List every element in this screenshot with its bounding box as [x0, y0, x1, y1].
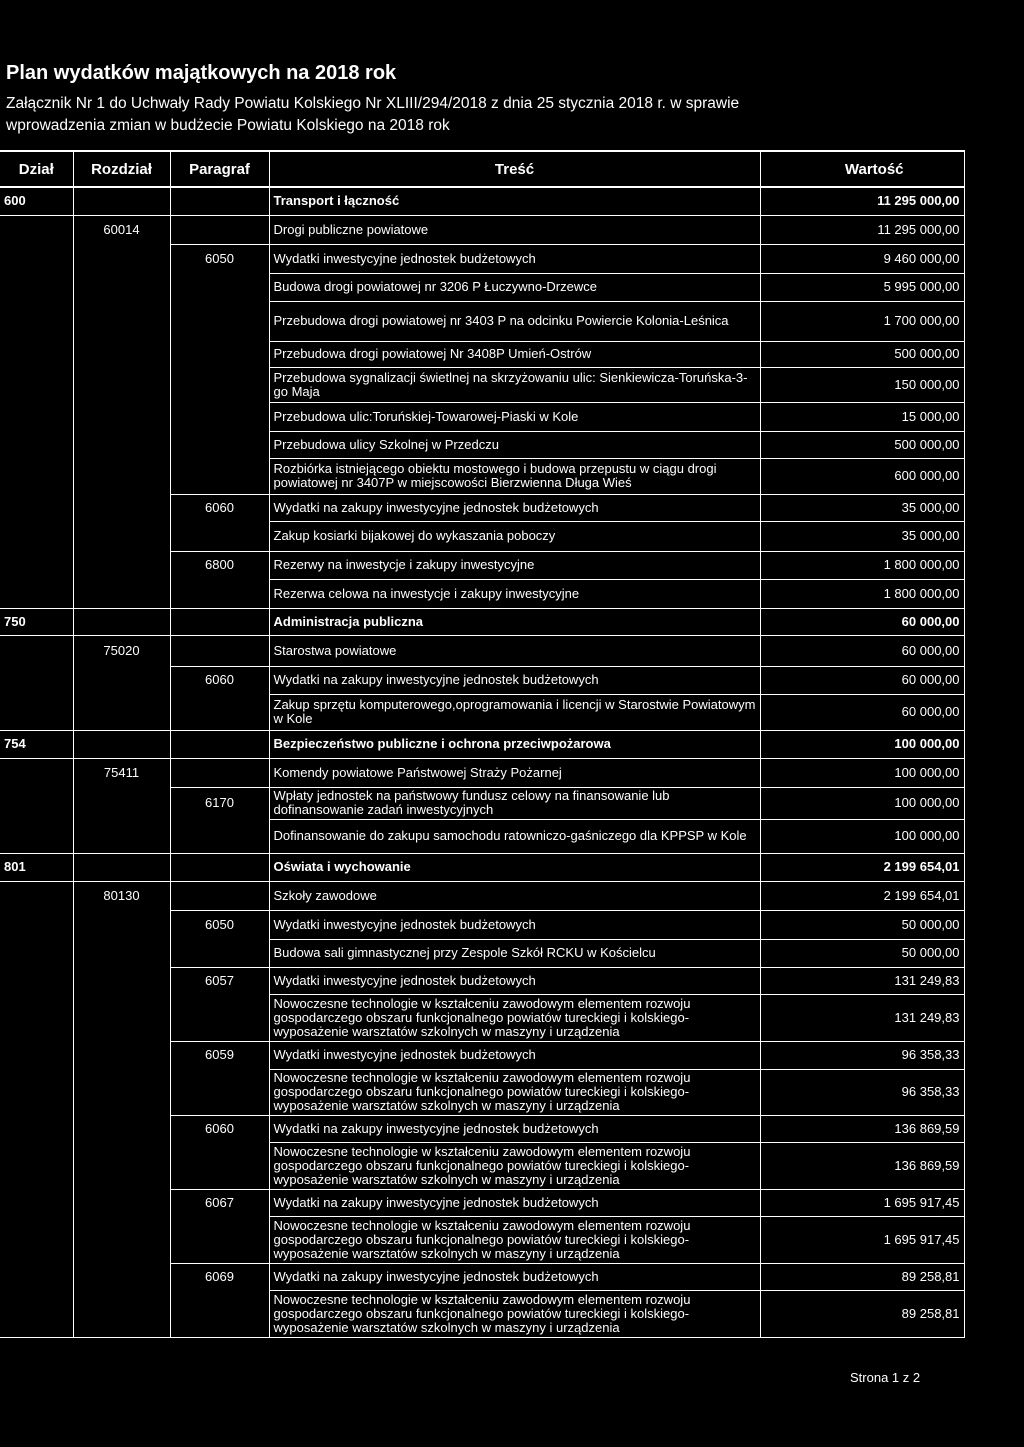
cell-rozdzial — [73, 1041, 170, 1069]
cell-tresc: Zakup sprzętu komputerowego,oprogramowania i licencji w Starostwie Powiatowym w Kole — [269, 694, 760, 730]
cell-rozdzial — [73, 939, 170, 967]
cell-dzial — [0, 521, 73, 551]
cell-paragraf — [170, 402, 269, 431]
cell-paragraf — [170, 1216, 269, 1263]
cell-dzial — [0, 939, 73, 967]
cell-wartosc: 5 995 000,00 — [760, 273, 964, 301]
column-header-rozdzial: Rozdział — [73, 151, 170, 187]
cell-wartosc: 60 000,00 — [760, 635, 964, 666]
subtitle-line-2: wprowadzenia zmian w budżecie Powiatu Kolskiego na 2018 rok — [6, 117, 450, 134]
cell-tresc: Przebudowa ulic:Toruńskiej-Towarowej-Piaski w Kole — [269, 402, 760, 431]
table-row — [0, 215, 964, 244]
cell-tresc: Administracja publiczna — [269, 608, 760, 635]
cell-rozdzial — [73, 273, 170, 301]
cell-tresc: Przebudowa drogi powiatowej Nr 3408P Umień-Ostrów — [269, 341, 760, 367]
cell-rozdzial — [73, 1069, 170, 1115]
cell-rozdzial — [73, 1189, 170, 1216]
table-row — [0, 494, 964, 521]
cell-dzial — [0, 1069, 73, 1115]
cell-wartosc: 89 258,81 — [760, 1290, 964, 1337]
cell-rozdzial — [73, 853, 170, 881]
cell-tresc: Wpłaty jednostek na państwowy fundusz celowy na finansowanie lub dofinansowanie zadań inwestycyjnych — [269, 787, 760, 819]
cell-dzial — [0, 994, 73, 1041]
cell-rozdzial — [73, 730, 170, 758]
table-row — [0, 666, 964, 694]
cell-wartosc: 11 295 000,00 — [760, 187, 964, 215]
cell-tresc: Nowoczesne technologie w kształceniu zawodowym elementem rozwoju gospodarczego obszaru funkcjonalnego powiatów tureckiegi i kolskiego-wyposażenie warsztatów szkolnych w maszyny i urządzenia — [269, 1290, 760, 1337]
cell-dzial — [0, 1115, 73, 1142]
cell-tresc: Nowoczesne technologie w kształceniu zawodowym elementem rozwoju gospodarczego obszaru funkcjonalnego powiatów tureckiegi i kolskiego-wyposażenie warsztatów szkolnych w maszyny i urządzenia — [269, 994, 760, 1041]
cell-dzial — [0, 458, 73, 494]
cell-dzial — [0, 244, 73, 273]
cell-tresc: Zakup kosiarki bijakowej do wykaszania poboczy — [269, 521, 760, 551]
cell-paragraf — [170, 367, 269, 402]
table-row — [0, 579, 964, 608]
table-row — [0, 551, 964, 579]
cell-wartosc: 50 000,00 — [760, 910, 964, 939]
table-row — [0, 787, 964, 819]
cell-wartosc: 600 000,00 — [760, 458, 964, 494]
cell-rozdzial — [73, 521, 170, 551]
cell-tresc: Wydatki na zakupy inwestycyjne jednostek budżetowych — [269, 666, 760, 694]
cell-paragraf — [170, 187, 269, 215]
cell-wartosc: 131 249,83 — [760, 967, 964, 994]
table-row — [0, 758, 964, 787]
table-row — [0, 1216, 964, 1263]
cell-tresc: Wydatki na zakupy inwestycyjne jednostek budżetowych — [269, 1189, 760, 1216]
table-row — [0, 367, 964, 402]
cell-tresc: Wydatki inwestycyjne jednostek budżetowych — [269, 1041, 760, 1069]
table-row — [0, 431, 964, 458]
cell-wartosc: 500 000,00 — [760, 431, 964, 458]
cell-tresc: Rezerwy na inwestycje i zakupy inwestycyjne — [269, 551, 760, 579]
cell-tresc: Wydatki inwestycyjne jednostek budżetowych — [269, 910, 760, 939]
cell-paragraf — [170, 994, 269, 1041]
cell-wartosc: 96 358,33 — [760, 1041, 964, 1069]
cell-dzial — [0, 1142, 73, 1189]
cell-dzial — [0, 1216, 73, 1263]
page-title: Plan wydatków majątkowych na 2018 rok — [6, 62, 397, 84]
cell-rozdzial — [73, 551, 170, 579]
cell-tresc: Oświata i wychowanie — [269, 853, 760, 881]
cell-paragraf: 6060 — [170, 666, 269, 694]
table-row — [0, 635, 964, 666]
cell-paragraf: 6059 — [170, 1041, 269, 1069]
cell-tresc: Transport i łączność — [269, 187, 760, 215]
cell-rozdzial — [73, 1142, 170, 1189]
cell-rozdzial — [73, 967, 170, 994]
cell-paragraf — [170, 939, 269, 967]
cell-rozdzial — [73, 244, 170, 273]
cell-dzial — [0, 341, 73, 367]
table-row — [0, 402, 964, 431]
column-header-wartosc: Wartość — [760, 151, 964, 187]
cell-wartosc: 15 000,00 — [760, 402, 964, 431]
column-header-dzial: Dział — [0, 151, 73, 187]
cell-tresc: Przebudowa sygnalizacji świetlnej na skrzyżowaniu ulic: Sienkiewicza-Toruńska-3-go Maja — [269, 367, 760, 402]
table-row — [0, 187, 964, 215]
table-row — [0, 1115, 964, 1142]
cell-wartosc: 1 800 000,00 — [760, 579, 964, 608]
cell-paragraf: 6800 — [170, 551, 269, 579]
cell-paragraf — [170, 881, 269, 910]
table-row — [0, 910, 964, 939]
cell-paragraf: 6060 — [170, 494, 269, 521]
subtitle-line-1: Załącznik Nr 1 do Uchwały Rady Powiatu Kolskiego Nr XLIII/294/2018 z dnia 25 stycznia 2018 r. w sprawie — [6, 95, 740, 112]
cell-wartosc: 35 000,00 — [760, 521, 964, 551]
cell-wartosc: 1 700 000,00 — [760, 301, 964, 341]
cell-wartosc: 1 800 000,00 — [760, 551, 964, 579]
cell-tresc: Wydatki na zakupy inwestycyjne jednostek budżetowych — [269, 1115, 760, 1142]
cell-paragraf — [170, 635, 269, 666]
cell-rozdzial — [73, 458, 170, 494]
cell-paragraf: 6050 — [170, 910, 269, 939]
cell-paragraf — [170, 579, 269, 608]
table-row — [0, 608, 964, 635]
cell-rozdzial — [73, 608, 170, 635]
cell-rozdzial — [73, 301, 170, 341]
cell-paragraf — [170, 1142, 269, 1189]
cell-rozdzial — [73, 402, 170, 431]
cell-dzial — [0, 1189, 73, 1216]
column-header-paragraf: Paragraf — [170, 151, 269, 187]
cell-dzial — [0, 215, 73, 244]
cell-tresc: Rezerwa celowa na inwestycje i zakupy inwestycyjne — [269, 579, 760, 608]
cell-dzial: 801 — [0, 853, 73, 881]
cell-dzial: 754 — [0, 730, 73, 758]
table-row — [0, 730, 964, 758]
cell-paragraf — [170, 215, 269, 244]
cell-paragraf — [170, 853, 269, 881]
cell-rozdzial — [73, 341, 170, 367]
cell-rozdzial — [73, 994, 170, 1041]
cell-dzial — [0, 579, 73, 608]
table-body — [0, 187, 964, 1337]
cell-rozdzial — [73, 187, 170, 215]
cell-tresc: Budowa sali gimnastycznej przy Zespole Szkół RCKU w Kościelcu — [269, 939, 760, 967]
cell-rozdzial: 75411 — [73, 758, 170, 787]
cell-dzial — [0, 301, 73, 341]
cell-rozdzial — [73, 910, 170, 939]
table-row — [0, 967, 964, 994]
cell-dzial — [0, 494, 73, 521]
cell-wartosc: 500 000,00 — [760, 341, 964, 367]
cell-tresc: Wydatki inwestycyjne jednostek budżetowych — [269, 244, 760, 273]
cell-wartosc: 2 199 654,01 — [760, 853, 964, 881]
cell-rozdzial — [73, 1263, 170, 1290]
cell-dzial — [0, 910, 73, 939]
cell-paragraf — [170, 694, 269, 730]
cell-paragraf: 6069 — [170, 1263, 269, 1290]
cell-dzial — [0, 402, 73, 431]
cell-paragraf: 6067 — [170, 1189, 269, 1216]
cell-rozdzial — [73, 367, 170, 402]
cell-tresc: Budowa drogi powiatowej nr 3206 P Łuczywno-Drzewce — [269, 273, 760, 301]
cell-wartosc: 50 000,00 — [760, 939, 964, 967]
cell-rozdzial — [73, 666, 170, 694]
cell-wartosc: 2 199 654,01 — [760, 881, 964, 910]
cell-wartosc: 100 000,00 — [760, 730, 964, 758]
cell-tresc: Wydatki na zakupy inwestycyjne jednostek budżetowych — [269, 494, 760, 521]
cell-paragraf — [170, 758, 269, 787]
cell-dzial — [0, 1041, 73, 1069]
table-row — [0, 939, 964, 967]
cell-rozdzial — [73, 431, 170, 458]
cell-dzial — [0, 1290, 73, 1337]
cell-rozdzial — [73, 787, 170, 819]
table-row — [0, 301, 964, 341]
table-row — [0, 1189, 964, 1216]
cell-paragraf — [170, 301, 269, 341]
cell-paragraf — [170, 458, 269, 494]
table-row — [0, 458, 964, 494]
cell-tresc: Nowoczesne technologie w kształceniu zawodowym elementem rozwoju gospodarczego obszaru funkcjonalnego powiatów tureckiegi i kolskiego-wyposażenie warsztatów szkolnych w maszyny i urządzenia — [269, 1142, 760, 1189]
cell-paragraf — [170, 730, 269, 758]
table-row — [0, 1142, 964, 1189]
table-row — [0, 341, 964, 367]
cell-paragraf: 6060 — [170, 1115, 269, 1142]
cell-tresc: Dofinansowanie do zakupu samochodu ratowniczo-gaśniczego dla KPPSP w Kole — [269, 819, 760, 853]
table-row — [0, 1290, 964, 1337]
cell-paragraf — [170, 608, 269, 635]
cell-paragraf: 6057 — [170, 967, 269, 994]
cell-wartosc: 89 258,81 — [760, 1263, 964, 1290]
cell-paragraf — [170, 819, 269, 853]
table-row — [0, 853, 964, 881]
cell-wartosc: 100 000,00 — [760, 758, 964, 787]
table-row — [0, 273, 964, 301]
table-row — [0, 694, 964, 730]
cell-paragraf — [170, 273, 269, 301]
table-row — [0, 521, 964, 551]
cell-tresc: Szkoły zawodowe — [269, 881, 760, 910]
cell-rozdzial: 80130 — [73, 881, 170, 910]
cell-wartosc: 131 249,83 — [760, 994, 964, 1041]
cell-paragraf — [170, 431, 269, 458]
cell-dzial: 600 — [0, 187, 73, 215]
cell-dzial — [0, 758, 73, 787]
cell-rozdzial: 60014 — [73, 215, 170, 244]
cell-rozdzial — [73, 1216, 170, 1263]
cell-rozdzial — [73, 819, 170, 853]
cell-dzial — [0, 431, 73, 458]
cell-dzial — [0, 551, 73, 579]
cell-paragraf — [170, 1290, 269, 1337]
cell-tresc: Starostwa powiatowe — [269, 635, 760, 666]
table-row — [0, 881, 964, 910]
cell-wartosc: 9 460 000,00 — [760, 244, 964, 273]
table-row — [0, 1263, 964, 1290]
cell-rozdzial — [73, 1115, 170, 1142]
cell-wartosc: 96 358,33 — [760, 1069, 964, 1115]
cell-dzial — [0, 273, 73, 301]
cell-wartosc: 136 869,59 — [760, 1142, 964, 1189]
cell-paragraf — [170, 1069, 269, 1115]
cell-wartosc: 60 000,00 — [760, 694, 964, 730]
cell-rozdzial: 75020 — [73, 635, 170, 666]
cell-tresc: Rozbiórka istniejącego obiektu mostowego i budowa przepustu w ciągu drogi powiatowej nr 3407P w miejscowości Bierzwienna Długa Wieś — [269, 458, 760, 494]
cell-tresc: Przebudowa ulicy Szkolnej w Przedczu — [269, 431, 760, 458]
cell-tresc: Bezpieczeństwo publiczne i ochrona przeciwpożarowa — [269, 730, 760, 758]
cell-wartosc: 35 000,00 — [760, 494, 964, 521]
expenditure-table — [0, 150, 965, 1338]
cell-wartosc: 60 000,00 — [760, 666, 964, 694]
cell-dzial — [0, 881, 73, 910]
cell-wartosc: 60 000,00 — [760, 608, 964, 635]
cell-dzial — [0, 367, 73, 402]
cell-tresc: Komendy powiatowe Państwowej Straży Pożarnej — [269, 758, 760, 787]
cell-dzial — [0, 1263, 73, 1290]
cell-tresc: Przebudowa drogi powiatowej nr 3403 P na odcinku Powiercie Kolonia-Leśnica — [269, 301, 760, 341]
cell-rozdzial — [73, 1290, 170, 1337]
cell-paragraf — [170, 341, 269, 367]
cell-dzial — [0, 694, 73, 730]
cell-dzial: 750 — [0, 608, 73, 635]
cell-rozdzial — [73, 694, 170, 730]
table-row — [0, 1041, 964, 1069]
cell-wartosc: 1 695 917,45 — [760, 1216, 964, 1263]
cell-rozdzial — [73, 579, 170, 608]
cell-paragraf — [170, 521, 269, 551]
cell-tresc: Wydatki na zakupy inwestycyjne jednostek budżetowych — [269, 1263, 760, 1290]
table-row — [0, 819, 964, 853]
cell-wartosc: 1 695 917,45 — [760, 1189, 964, 1216]
cell-wartosc: 150 000,00 — [760, 367, 964, 402]
cell-rozdzial — [73, 494, 170, 521]
cell-tresc: Nowoczesne technologie w kształceniu zawodowym elementem rozwoju gospodarczego obszaru funkcjonalnego powiatów tureckiegi i kolskiego-wyposażenie warsztatów szkolnych w maszyny i urządzenia — [269, 1216, 760, 1263]
cell-dzial — [0, 635, 73, 666]
cell-tresc: Wydatki inwestycyjne jednostek budżetowych — [269, 967, 760, 994]
cell-dzial — [0, 967, 73, 994]
cell-dzial — [0, 819, 73, 853]
cell-paragraf: 6170 — [170, 787, 269, 819]
cell-tresc: Nowoczesne technologie w kształceniu zawodowym elementem rozwoju gospodarczego obszaru funkcjonalnego powiatów tureckiegi i kolskiego-wyposażenie warsztatów szkolnych w maszyny i urządzenia — [269, 1069, 760, 1115]
cell-dzial — [0, 666, 73, 694]
table-row — [0, 994, 964, 1041]
cell-wartosc: 11 295 000,00 — [760, 215, 964, 244]
table-row — [0, 1069, 964, 1115]
cell-wartosc: 100 000,00 — [760, 787, 964, 819]
table-row — [0, 244, 964, 273]
page-number: Strona 1 z 2 — [850, 1370, 921, 1385]
cell-wartosc: 136 869,59 — [760, 1115, 964, 1142]
cell-wartosc: 100 000,00 — [760, 819, 964, 853]
cell-tresc: Drogi publiczne powiatowe — [269, 215, 760, 244]
column-header-tresc: Treść — [269, 151, 760, 187]
table-header-row — [0, 151, 964, 187]
cell-dzial — [0, 787, 73, 819]
cell-paragraf: 6050 — [170, 244, 269, 273]
